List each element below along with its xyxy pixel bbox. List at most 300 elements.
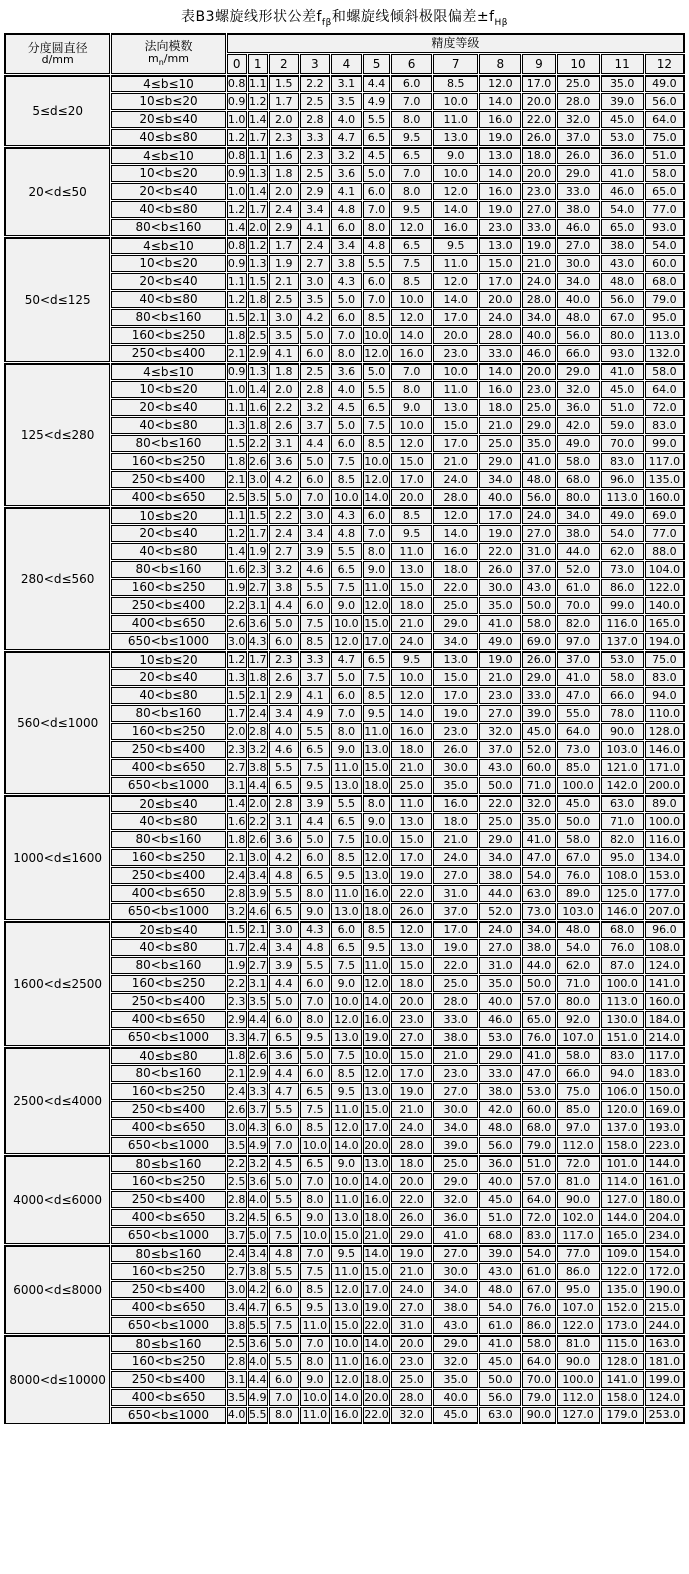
tolerance-value-cell: 14.0 [391, 327, 432, 344]
facewidth-range-cell: 20<b≤40 [111, 399, 225, 416]
tolerance-value-cell: 35.0 [433, 777, 478, 794]
tolerance-value-cell: 45.0 [522, 723, 555, 740]
tolerance-value-cell: 4.0 [227, 1407, 247, 1424]
grade-header-12: 12 [645, 54, 685, 74]
tolerance-value-cell: 43.0 [479, 759, 521, 776]
tolerance-value-cell: 34.0 [479, 471, 521, 488]
tolerance-value-cell: 75.0 [645, 129, 685, 146]
pitch-diameter-range-cell: 2500<d≤4000 [4, 1047, 110, 1154]
tolerance-value-cell: 100.0 [557, 1371, 600, 1388]
tolerance-value-cell: 54.0 [479, 1299, 521, 1316]
tolerance-value-cell: 1.9 [227, 957, 247, 974]
tolerance-value-cell: 10.0 [433, 93, 478, 110]
tolerance-value-cell: 8.0 [363, 543, 390, 560]
tolerance-value-cell: 60.0 [522, 1101, 555, 1118]
tolerance-value-cell: 113.0 [601, 993, 644, 1010]
tolerance-value-cell: 2.4 [227, 867, 247, 884]
tolerance-value-cell: 12.0 [363, 471, 390, 488]
tolerance-value-cell: 15.0 [391, 579, 432, 596]
tolerance-value-cell: 29.0 [557, 363, 600, 380]
tolerance-value-cell: 113.0 [645, 327, 685, 344]
tolerance-value-cell: 38.0 [479, 1083, 521, 1100]
tolerance-value-cell: 2.2 [227, 1155, 247, 1172]
tolerance-value-cell: 18.0 [433, 813, 478, 830]
tolerance-value-cell: 13.0 [479, 147, 521, 164]
tolerance-value-cell: 1.7 [248, 525, 268, 542]
tolerance-value-cell: 78.0 [601, 705, 644, 722]
tolerance-value-cell: 39.0 [522, 705, 555, 722]
tolerance-value-cell: 16.0 [363, 885, 390, 902]
tolerance-value-cell: 6.0 [363, 183, 390, 200]
tolerance-value-cell: 48.0 [479, 1281, 521, 1298]
tolerance-value-cell: 122.0 [645, 579, 685, 596]
tolerance-value-cell: 4.0 [331, 111, 362, 128]
tolerance-value-cell: 4.4 [269, 1065, 299, 1082]
tolerance-value-cell: 7.5 [391, 255, 432, 272]
tolerance-value-cell: 46.0 [479, 1011, 521, 1028]
tolerance-value-cell: 21.0 [479, 417, 521, 434]
tolerance-value-cell: 7.5 [269, 1317, 299, 1334]
tolerance-value-cell: 12.0 [391, 435, 432, 452]
tolerance-value-cell: 6.0 [269, 1371, 299, 1388]
facewidth-range-cell: 80<b≤160 [111, 957, 225, 974]
tolerance-value-cell: 73.0 [601, 561, 644, 578]
tolerance-value-cell: 65.0 [601, 219, 644, 236]
tolerance-value-cell: 66.0 [557, 1065, 600, 1082]
tolerance-value-cell: 124.0 [645, 957, 685, 974]
tolerance-value-cell: 17.0 [391, 471, 432, 488]
tolerance-value-cell: 158.0 [601, 1389, 644, 1406]
tolerance-value-cell: 9.0 [300, 903, 330, 920]
tolerance-value-cell: 5.0 [363, 165, 390, 182]
tolerance-value-cell: 2.4 [269, 201, 299, 218]
tolerance-value-cell: 76.0 [522, 1299, 555, 1316]
tolerance-value-cell: 49.0 [479, 633, 521, 650]
tolerance-value-cell: 72.0 [645, 399, 685, 416]
tolerance-value-cell: 2.2 [227, 975, 247, 992]
tolerance-value-cell: 25.0 [433, 1155, 478, 1172]
tolerance-value-cell: 165.0 [601, 1227, 644, 1244]
tolerance-value-cell: 7.0 [391, 363, 432, 380]
tolerance-value-cell: 56.0 [557, 327, 600, 344]
tolerance-value-cell: 90.0 [557, 1191, 600, 1208]
tolerance-value-cell: 62.0 [601, 543, 644, 560]
tolerance-value-cell: 4.8 [300, 939, 330, 956]
table-row [4, 75, 685, 92]
tolerance-value-cell: 12.0 [479, 75, 521, 92]
tolerance-value-cell: 54.0 [557, 939, 600, 956]
tolerance-value-cell: 77.0 [645, 201, 685, 218]
tolerance-value-cell: 0.9 [227, 255, 247, 272]
tolerance-value-cell: 4.0 [269, 723, 299, 740]
tolerance-value-cell: 67.0 [522, 1281, 555, 1298]
tolerance-value-cell: 12.0 [363, 345, 390, 362]
tolerance-value-cell: 160.0 [645, 489, 685, 506]
tolerance-value-cell: 34.0 [479, 849, 521, 866]
tolerance-value-cell: 165.0 [645, 615, 685, 632]
tolerance-value-cell: 6.0 [300, 849, 330, 866]
tolerance-value-cell: 1.5 [248, 507, 268, 524]
facewidth-range-cell: 20≤b≤40 [111, 795, 225, 812]
tolerance-value-cell: 6.0 [300, 975, 330, 992]
tolerance-value-cell: 16.0 [363, 1191, 390, 1208]
tolerance-value-cell: 10.0 [391, 417, 432, 434]
tolerance-value-cell: 13.0 [363, 741, 390, 758]
tolerance-value-cell: 15.0 [363, 1263, 390, 1280]
tolerance-value-cell: 45.0 [433, 1407, 478, 1424]
tolerance-value-cell: 11.0 [331, 1263, 362, 1280]
tolerance-value-cell: 83.0 [522, 1227, 555, 1244]
tolerance-value-cell: 204.0 [645, 1209, 685, 1226]
facewidth-range-cell: 20<b≤40 [111, 183, 225, 200]
tolerance-value-cell: 19.0 [479, 525, 521, 542]
tolerance-value-cell: 13.0 [363, 1083, 390, 1100]
tolerance-value-cell: 3.6 [331, 165, 362, 182]
tolerance-value-cell: 5.5 [269, 1191, 299, 1208]
tolerance-value-cell: 10.0 [300, 1137, 330, 1154]
tolerance-value-cell: 20.0 [391, 1335, 432, 1352]
tolerance-value-cell: 27.0 [433, 1245, 478, 1262]
tolerance-value-cell: 141.0 [645, 975, 685, 992]
tolerance-value-cell: 4.0 [248, 1191, 268, 1208]
tolerance-value-cell: 54.0 [645, 237, 685, 254]
tolerance-value-cell: 3.5 [331, 93, 362, 110]
facewidth-range-cell: 400<b≤650 [111, 1011, 225, 1028]
tolerance-value-cell: 16.0 [479, 183, 521, 200]
tolerance-value-cell: 20.0 [391, 489, 432, 506]
tolerance-value-cell: 41.0 [479, 615, 521, 632]
tolerance-value-cell: 27.0 [433, 1083, 478, 1100]
tolerance-value-cell: 127.0 [601, 1191, 644, 1208]
tolerance-value-cell: 9.5 [300, 1299, 330, 1316]
tolerance-value-cell: 37.0 [522, 561, 555, 578]
tolerance-value-cell: 3.6 [269, 1047, 299, 1064]
tolerance-value-cell: 61.0 [522, 1263, 555, 1280]
tolerance-value-cell: 13.0 [391, 813, 432, 830]
facewidth-range-cell: 20<b≤40 [111, 525, 225, 542]
tolerance-value-cell: 2.6 [227, 1101, 247, 1118]
tolerance-value-cell: 38.0 [557, 201, 600, 218]
tolerance-value-cell: 94.0 [645, 687, 685, 704]
tolerance-value-cell: 7.0 [391, 165, 432, 182]
tolerance-value-cell: 33.0 [433, 1011, 478, 1028]
tolerance-value-cell: 22.0 [433, 579, 478, 596]
tolerance-value-cell: 4.3 [248, 1119, 268, 1136]
tolerance-value-cell: 36.0 [601, 147, 644, 164]
facewidth-range-cell: 650<b≤1000 [111, 1029, 225, 1046]
tolerance-value-cell: 3.9 [269, 957, 299, 974]
tolerance-value-cell: 5.5 [300, 579, 330, 596]
tolerance-value-cell: 181.0 [645, 1353, 685, 1370]
pitch-diameter-range-cell: 560<d≤1000 [4, 651, 110, 794]
tolerance-value-cell: 50.0 [479, 777, 521, 794]
tolerance-value-cell: 128.0 [601, 1353, 644, 1370]
tolerance-value-cell: 4.1 [269, 345, 299, 362]
table-row [4, 147, 685, 164]
tolerance-value-cell: 127.0 [557, 1407, 600, 1424]
tolerance-value-cell: 3.5 [300, 291, 330, 308]
tolerance-value-cell: 3.9 [300, 543, 330, 560]
tolerance-value-cell: 5.5 [300, 957, 330, 974]
tolerance-value-cell: 49.0 [601, 507, 644, 524]
table-row [4, 651, 685, 668]
tolerance-value-cell: 10.0 [331, 489, 362, 506]
tolerance-value-cell: 3.9 [300, 795, 330, 812]
tolerance-value-cell: 2.5 [269, 291, 299, 308]
tolerance-value-cell: 169.0 [645, 1101, 685, 1118]
tolerance-value-cell: 3.1 [227, 1371, 247, 1388]
tolerance-value-cell: 183.0 [645, 1065, 685, 1082]
tolerance-value-cell: 68.0 [601, 921, 644, 938]
tolerance-value-cell: 4.4 [248, 777, 268, 794]
tolerance-value-cell: 4.5 [363, 147, 390, 164]
tolerance-value-cell: 18.0 [363, 1209, 390, 1226]
tolerance-value-cell: 6.5 [269, 903, 299, 920]
tolerance-value-cell: 17.0 [391, 849, 432, 866]
tolerance-value-cell: 52.0 [479, 903, 521, 920]
tolerance-value-cell: 9.5 [300, 1029, 330, 1046]
tolerance-value-cell: 3.1 [248, 975, 268, 992]
tolerance-value-cell: 36.0 [433, 1209, 478, 1226]
tolerance-value-cell: 3.8 [269, 579, 299, 596]
tolerance-value-cell: 23.0 [522, 381, 555, 398]
tolerance-value-cell: 15.0 [433, 669, 478, 686]
tolerance-value-cell: 5.5 [269, 1101, 299, 1118]
tolerance-value-cell: 9.0 [391, 399, 432, 416]
facewidth-range-cell: 250<b≤400 [111, 597, 225, 614]
tolerance-value-cell: 18.0 [522, 147, 555, 164]
tolerance-value-cell: 1.2 [227, 291, 247, 308]
tolerance-value-cell: 0.8 [227, 75, 247, 92]
tolerance-value-cell: 13.0 [391, 561, 432, 578]
tolerance-value-cell: 18.0 [363, 1371, 390, 1388]
tolerance-value-cell: 12.0 [363, 597, 390, 614]
tolerance-value-cell: 8.5 [300, 1119, 330, 1136]
tolerance-value-cell: 6.0 [391, 75, 432, 92]
tolerance-value-cell: 102.0 [557, 1209, 600, 1226]
tolerance-value-cell: 83.0 [601, 1047, 644, 1064]
tolerance-value-cell: 17.0 [433, 921, 478, 938]
tolerance-value-cell: 56.0 [601, 291, 644, 308]
tolerance-value-cell: 19.0 [391, 867, 432, 884]
tolerance-value-cell: 1.7 [248, 201, 268, 218]
tolerance-value-cell: 6.5 [300, 741, 330, 758]
tolerance-value-cell: 4.2 [269, 471, 299, 488]
tolerance-value-cell: 107.0 [557, 1029, 600, 1046]
tolerance-value-cell: 10.0 [363, 327, 390, 344]
facewidth-range-cell: 40<b≤80 [111, 939, 225, 956]
tolerance-value-cell: 4.9 [300, 705, 330, 722]
tolerance-value-cell: 10.0 [433, 165, 478, 182]
tolerance-value-cell: 2.7 [248, 579, 268, 596]
tolerance-value-cell: 6.0 [331, 921, 362, 938]
tolerance-value-cell: 5.5 [363, 111, 390, 128]
tolerance-value-cell: 32.0 [557, 381, 600, 398]
tolerance-value-cell: 5.0 [331, 417, 362, 434]
tolerance-value-cell: 2.6 [227, 615, 247, 632]
tolerance-value-cell: 13.0 [363, 867, 390, 884]
tolerance-value-cell: 58.0 [557, 1047, 600, 1064]
tolerance-value-cell: 6.0 [363, 507, 390, 524]
tolerance-value-cell: 3.2 [331, 147, 362, 164]
tolerance-value-cell: 9.0 [363, 561, 390, 578]
tolerance-value-cell: 100.0 [601, 975, 644, 992]
tolerance-value-cell: 171.0 [645, 759, 685, 776]
tolerance-value-cell: 77.0 [557, 1245, 600, 1262]
tolerance-value-cell: 24.0 [391, 1119, 432, 1136]
tolerance-value-cell: 4.7 [248, 1029, 268, 1046]
tolerance-value-cell: 25.0 [433, 975, 478, 992]
tolerance-value-cell: 21.0 [479, 669, 521, 686]
tolerance-value-cell: 9.0 [300, 1371, 330, 1388]
tolerance-value-cell: 2.9 [227, 1011, 247, 1028]
tolerance-value-cell: 4.7 [331, 129, 362, 146]
tolerance-value-cell: 163.0 [645, 1335, 685, 1352]
tolerance-value-cell: 1.7 [227, 705, 247, 722]
tolerance-value-cell: 70.0 [522, 1371, 555, 1388]
tolerance-value-cell: 59.0 [601, 417, 644, 434]
tolerance-value-cell: 2.4 [248, 705, 268, 722]
facewidth-range-cell: 40<b≤80 [111, 813, 225, 830]
tolerance-value-cell: 40.0 [479, 1173, 521, 1190]
tolerance-value-cell: 16.0 [363, 1011, 390, 1028]
tolerance-value-cell: 10.0 [331, 1335, 362, 1352]
tolerance-value-cell: 8.5 [433, 75, 478, 92]
facewidth-range-cell: 20≤b≤40 [111, 111, 225, 128]
facewidth-range-cell: 10≤b≤20 [111, 507, 225, 524]
tolerance-value-cell: 7.5 [300, 1263, 330, 1280]
tolerance-value-cell: 2.6 [248, 831, 268, 848]
tolerance-value-cell: 48.0 [601, 273, 644, 290]
tolerance-value-cell: 33.0 [522, 219, 555, 236]
tolerance-value-cell: 48.0 [522, 471, 555, 488]
tolerance-value-cell: 7.5 [269, 1227, 299, 1244]
tolerance-value-cell: 140.0 [645, 597, 685, 614]
tolerance-value-cell: 76.0 [522, 1029, 555, 1046]
tolerance-value-cell: 12.0 [331, 1119, 362, 1136]
tolerance-value-cell: 93.0 [601, 345, 644, 362]
tolerance-value-cell: 1.5 [227, 435, 247, 452]
tolerance-value-cell: 41.0 [522, 453, 555, 470]
tolerance-value-cell: 46.0 [601, 183, 644, 200]
tolerance-value-cell: 6.5 [269, 777, 299, 794]
tolerance-value-cell: 106.0 [601, 1083, 644, 1100]
tolerance-value-cell: 4.5 [269, 1155, 299, 1172]
tolerance-value-cell: 1.1 [248, 147, 268, 164]
tolerance-value-cell: 86.0 [601, 579, 644, 596]
tolerance-value-cell: 50.0 [557, 813, 600, 830]
tolerance-value-cell: 11.0 [433, 255, 478, 272]
tolerance-value-cell: 1.8 [227, 831, 247, 848]
tolerance-value-cell: 17.0 [363, 1119, 390, 1136]
tolerance-value-cell: 41.0 [557, 669, 600, 686]
tolerance-value-cell: 24.0 [522, 507, 555, 524]
tolerance-value-cell: 141.0 [601, 1371, 644, 1388]
tolerance-value-cell: 19.0 [363, 1029, 390, 1046]
tolerance-value-cell: 20.0 [363, 1137, 390, 1154]
tolerance-value-cell: 4.3 [300, 921, 330, 938]
tolerance-value-cell: 16.0 [433, 543, 478, 560]
tolerance-value-cell: 12.0 [391, 921, 432, 938]
tolerance-value-cell: 65.0 [522, 1011, 555, 1028]
tolerance-value-cell: 10.0 [363, 831, 390, 848]
tolerance-value-cell: 146.0 [645, 741, 685, 758]
tolerance-value-cell: 23.0 [522, 183, 555, 200]
tolerance-value-cell: 122.0 [601, 1263, 644, 1280]
facewidth-range-cell: 40<b≤80 [111, 417, 225, 434]
facewidth-range-cell: 250<b≤400 [111, 471, 225, 488]
tolerance-value-cell: 15.0 [479, 255, 521, 272]
tolerance-value-cell: 1.5 [227, 921, 247, 938]
tolerance-value-cell: 4.3 [248, 633, 268, 650]
tolerance-value-cell: 25.0 [479, 813, 521, 830]
tolerance-value-cell: 25.0 [522, 399, 555, 416]
facewidth-range-cell: 250<b≤400 [111, 345, 225, 362]
tolerance-value-cell: 13.0 [331, 1209, 362, 1226]
tolerance-value-cell: 7.0 [391, 93, 432, 110]
tolerance-value-cell: 1.6 [227, 561, 247, 578]
tolerance-value-cell: 33.0 [479, 345, 521, 362]
facewidth-range-cell: 400<b≤650 [111, 1119, 225, 1136]
tolerance-value-cell: 9.5 [363, 705, 390, 722]
tolerance-value-cell: 6.5 [269, 1209, 299, 1226]
tolerance-value-cell: 16.0 [433, 795, 478, 812]
tolerance-value-cell: 2.0 [269, 183, 299, 200]
tolerance-value-cell: 1.9 [269, 255, 299, 272]
tolerance-value-cell: 41.0 [522, 831, 555, 848]
tolerance-value-cell: 2.7 [227, 759, 247, 776]
tolerance-value-cell: 9.0 [331, 597, 362, 614]
tolerance-value-cell: 199.0 [645, 1371, 685, 1388]
tolerance-value-cell: 38.0 [479, 867, 521, 884]
tolerance-value-cell: 2.1 [269, 273, 299, 290]
tolerance-value-cell: 51.0 [479, 1209, 521, 1226]
tolerance-value-cell: 19.0 [479, 129, 521, 146]
grade-header-5: 5 [363, 54, 390, 74]
tolerance-value-cell: 46.0 [557, 219, 600, 236]
tolerance-value-cell: 2.8 [300, 381, 330, 398]
tolerance-value-cell: 146.0 [601, 903, 644, 920]
tolerance-value-cell: 43.0 [479, 1263, 521, 1280]
tolerance-value-cell: 9.5 [391, 525, 432, 542]
facewidth-range-cell: 160<b≤250 [111, 1353, 225, 1370]
tolerance-value-cell: 4.6 [248, 903, 268, 920]
tolerance-value-cell: 13.0 [433, 399, 478, 416]
tolerance-value-cell: 81.0 [557, 1335, 600, 1352]
tolerance-value-cell: 215.0 [645, 1299, 685, 1316]
tolerance-value-cell: 20.0 [433, 327, 478, 344]
tolerance-value-cell: 79.0 [522, 1389, 555, 1406]
tolerance-value-cell: 5.0 [248, 1227, 268, 1244]
tolerance-value-cell: 64.0 [557, 723, 600, 740]
tolerance-value-cell: 144.0 [645, 1155, 685, 1172]
tolerance-value-cell: 8.0 [300, 1191, 330, 1208]
tolerance-value-cell: 3.0 [227, 633, 247, 650]
tolerance-value-cell: 17.0 [479, 273, 521, 290]
tolerance-value-cell: 16.0 [363, 1353, 390, 1370]
tolerance-value-cell: 11.0 [363, 723, 390, 740]
tolerance-value-cell: 16.0 [331, 1407, 362, 1424]
tolerance-value-cell: 64.0 [522, 1191, 555, 1208]
tolerance-value-cell: 58.0 [645, 165, 685, 182]
tolerance-value-cell: 11.0 [433, 111, 478, 128]
tolerance-value-cell: 15.0 [363, 759, 390, 776]
tolerance-value-cell: 7.5 [300, 615, 330, 632]
tolerance-value-cell: 3.2 [227, 903, 247, 920]
table-row [4, 921, 685, 938]
tolerance-value-cell: 150.0 [645, 1083, 685, 1100]
tolerance-value-cell: 17.0 [522, 75, 555, 92]
